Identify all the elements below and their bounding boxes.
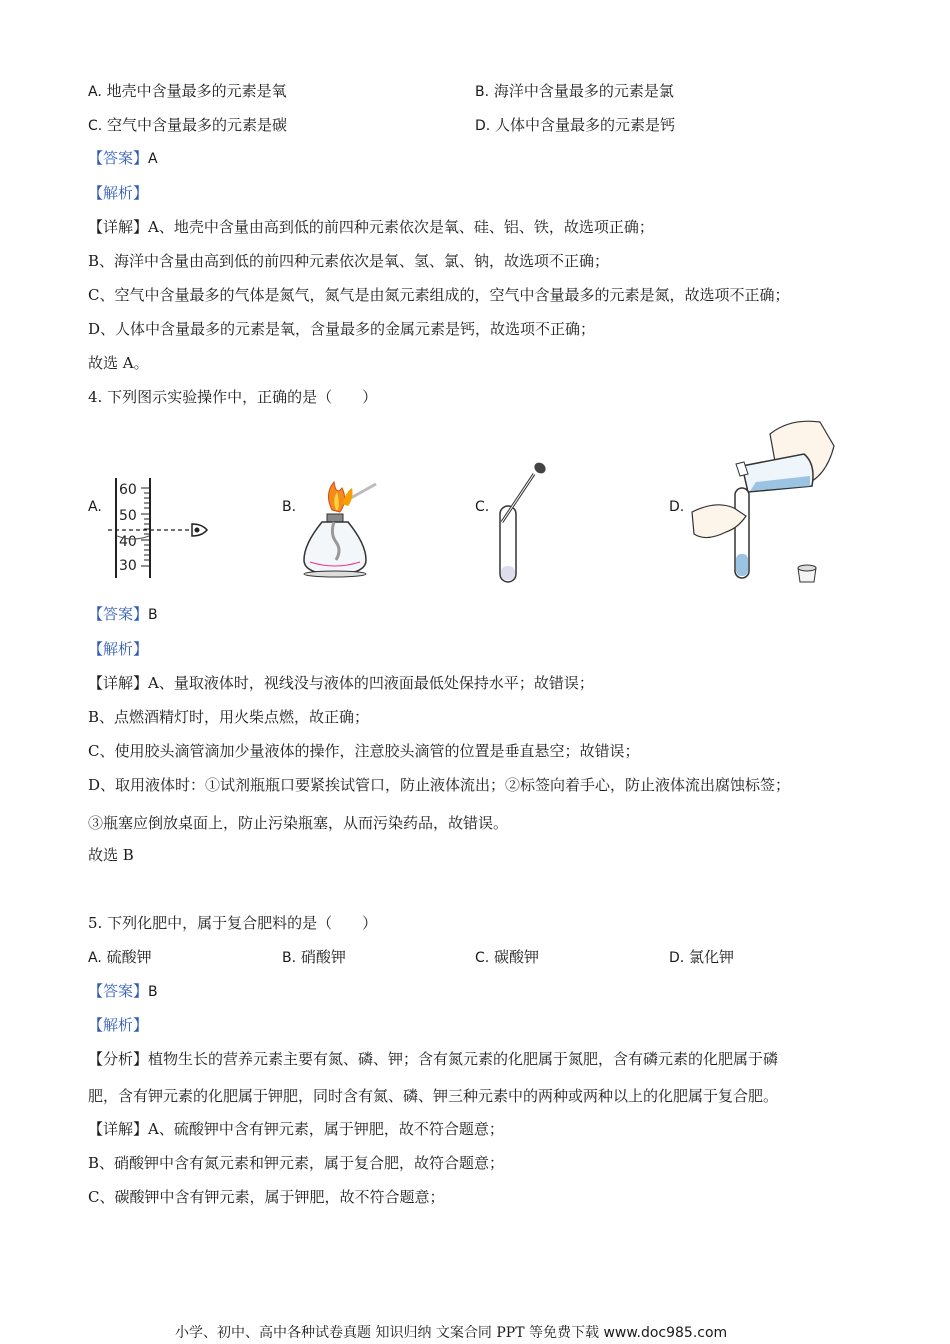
q3-option-d [475, 115, 675, 136]
q5-option-c [475, 947, 539, 968]
q5-analysis-label [88, 1015, 148, 1035]
q4-analysis-label [88, 639, 148, 659]
q5-option-b [282, 947, 346, 968]
option-letter: D. [475, 118, 491, 134]
detail-label: 【详解】 [88, 218, 149, 236]
q4-detail-line-5: ③瓶塞应倒放桌面上，防止污染瓶塞，从而污染药品，故错误。 [88, 814, 509, 832]
q5-option-a [88, 947, 152, 968]
q5-detail-line-3: C、碳酸钾中含有钾元素，属于钾肥，故不符合题意； [88, 1188, 445, 1206]
alcohol-lamp-figure [296, 474, 386, 582]
q5-answer [88, 981, 158, 1002]
q4-detail-line-4: D、取用液体时：①试剂瓶瓶口要紧挨试管口，防止液体流出；②标签向着手心，防止液体流出腐蚀标签； [88, 776, 791, 794]
eye-icon [192, 524, 207, 536]
analysis-label: 【解析】 [88, 640, 149, 658]
answer-value: B [148, 607, 158, 623]
q3-detail-line-2: B、海洋中含量由高到低的前四种元素依次是氧、氢、氯、钠，故选项不正确； [88, 252, 610, 270]
detail-text: A、地壳中含量由高到低的前四种元素依次是氧、硅、铝、铁，故选项正确； [148, 218, 654, 236]
q4-figure-letter-a: A. [88, 499, 102, 515]
q5-detail-line-1 [88, 1119, 504, 1139]
option-text: 碳酸钾 [494, 948, 540, 966]
detail-text: A、硫酸钾中含有钾元素，属于钾肥，故不符合题意； [148, 1120, 504, 1138]
q5-detail-line-2: B、硝酸钾中含有氮元素和钾元素，属于复合肥，故符合题意； [88, 1154, 505, 1172]
page-footer [175, 1322, 727, 1342]
option-text: 氯化钾 [689, 948, 735, 966]
q3-detail-line-4: D、人体中含量最多的元素是氧，含量最多的金属元素是钙，故选项不正确； [88, 320, 596, 338]
q3-answer [88, 148, 158, 169]
q3-analysis-label [88, 183, 148, 203]
option-letter: B. [475, 84, 490, 100]
q5-question: 5. 下列化肥中，属于复合肥料的是（ ） [88, 914, 378, 932]
q4-figure-letter-c: C. [475, 499, 490, 515]
analysis2-label: 【分析】 [88, 1050, 149, 1068]
footer-text: 小学、初中、高中各种试卷真题 知识归纳 文案合同 PPT 等免费下载 [175, 1325, 599, 1341]
detail-label: 【详解】 [88, 1120, 149, 1138]
q4-question: 4. 下列图示实验操作中，正确的是（ ） [88, 388, 378, 406]
option-letter: A. [88, 950, 102, 966]
option-letter: C. [88, 118, 103, 134]
q4-figure-letter-d: D. [669, 499, 685, 515]
option-letter: A. [88, 84, 102, 100]
answer-label: 【答案】 [88, 982, 149, 1000]
detail-text: A、量取液体时，视线没与液体的凹液面最低处保持水平；故错误； [148, 674, 594, 692]
pouring-liquid-figure [686, 416, 846, 590]
footer-site-link[interactable]: www.doc985.com [603, 1325, 728, 1341]
option-letter: B. [282, 950, 297, 966]
option-text: 海洋中含量最多的元素是氯 [493, 82, 674, 100]
q5-analysis-line-2: 肥，含有钾元素的化肥属于钾肥，同时含有氮、磷、钾三种元素中的两种或两种以上的化肥属于复合肥。 [88, 1087, 779, 1105]
option-letter: C. [475, 950, 490, 966]
q4-answer [88, 604, 158, 625]
q5-analysis-line-1 [88, 1049, 778, 1069]
cylinder-tick-60: 60 [119, 482, 137, 498]
cylinder-tick-50: 50 [119, 508, 137, 524]
q5-option-d [669, 947, 734, 968]
answer-value: A [148, 151, 158, 167]
answer-label: 【答案】 [88, 605, 149, 623]
q4-conclusion: 故选 B [88, 846, 134, 864]
option-text: 空气中含量最多的元素是碳 [107, 116, 288, 134]
cylinder-tick-40: 40 [119, 534, 137, 550]
answer-value: B [148, 984, 158, 1000]
q4-detail-line-3: C、使用胶头滴管滴加少量液体的操作，注意胶头滴管的位置是垂直悬空；故错误； [88, 742, 640, 760]
q3-conclusion: 故选 A。 [88, 354, 149, 372]
dropper-test-tube-figure [490, 460, 560, 586]
q3-option-b [475, 81, 674, 102]
analysis-label: 【解析】 [88, 1016, 149, 1034]
q3-detail-line-3: C、空气中含量最多的气体是氮气，氮气是由氮元素组成的，空气中含量最多的元素是氮，故选项不正确； [88, 286, 790, 304]
q4-detail-line-1 [88, 673, 594, 693]
q3-detail-line-1 [88, 217, 654, 237]
detail-label: 【详解】 [88, 674, 149, 692]
q4-figure-letter-b: B. [282, 499, 297, 515]
analysis2-text: 植物生长的营养元素主要有氮、磷、钾；含有氮元素的化肥属于氮肥，含有磷元素的化肥属于磷 [148, 1050, 779, 1068]
q3-option-c [88, 115, 287, 136]
q4-detail-line-2: B、点燃酒精灯时，用火柴点燃，故正确； [88, 708, 370, 726]
option-letter: D. [669, 950, 685, 966]
option-text: 硫酸钾 [106, 948, 152, 966]
q3-option-a [88, 81, 287, 102]
cylinder-tick-30: 30 [119, 558, 137, 574]
analysis-label: 【解析】 [88, 184, 149, 202]
option-text: 硝酸钾 [300, 948, 346, 966]
option-text: 人体中含量最多的元素是钙 [495, 116, 676, 134]
graduated-cylinder-figure [108, 474, 218, 582]
answer-label: 【答案】 [88, 149, 149, 167]
option-text: 地壳中含量最多的元素是氧 [106, 82, 287, 100]
